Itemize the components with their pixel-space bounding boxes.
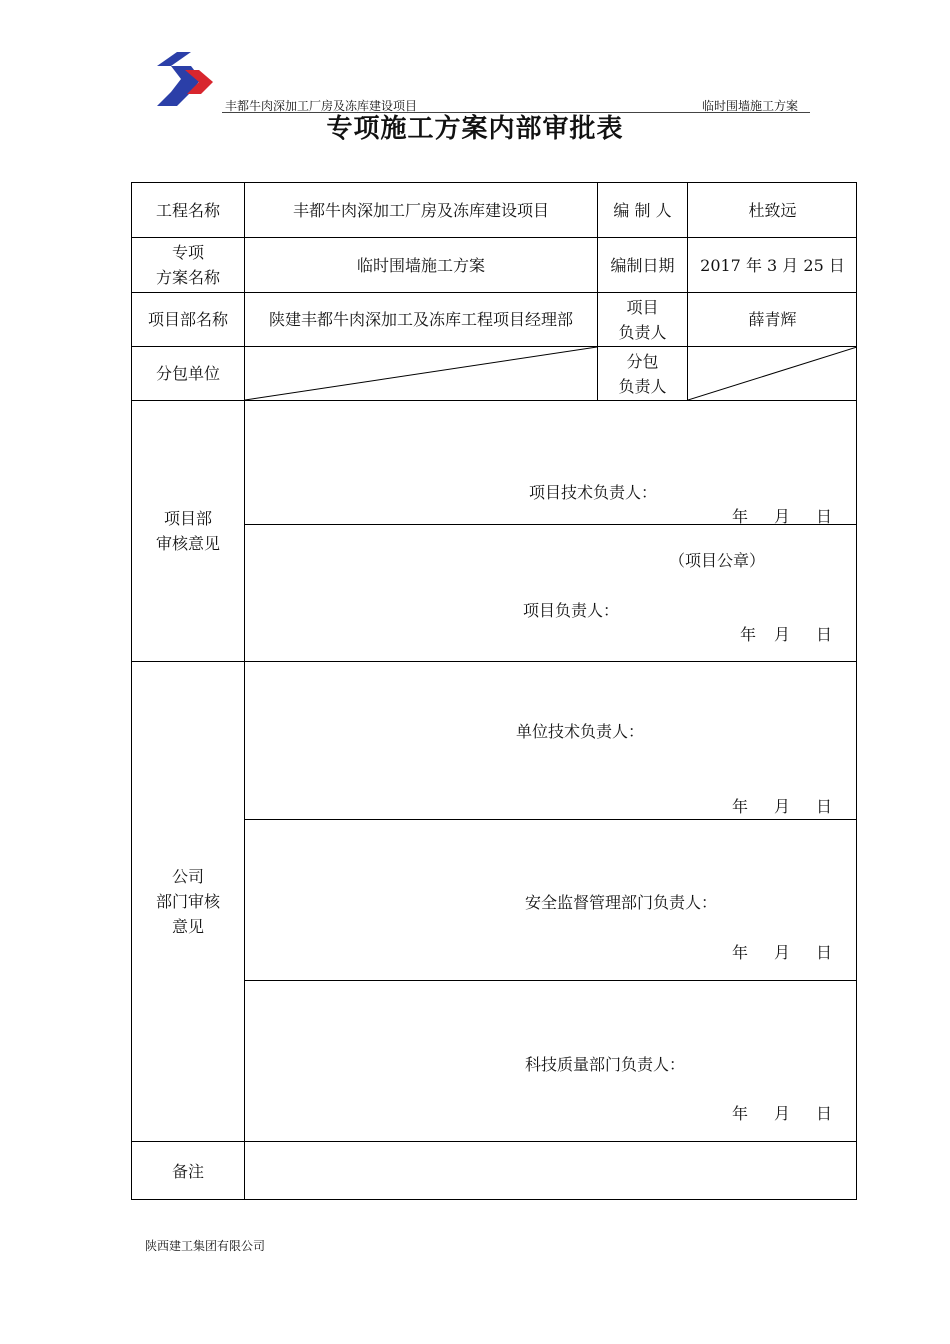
compile-date-value-text: 2017 年 3 月 25 日 <box>700 255 845 275</box>
plan-name-label <box>132 238 244 292</box>
compiler-value <box>688 183 857 238</box>
dept-review-label-line1: 项目部 <box>163 509 212 528</box>
footer-company-name: 陕西建工集团有限公司 <box>145 1239 266 1253</box>
date-year: 年 <box>732 1104 749 1123</box>
plan-name-label-line2: 方案名称 <box>155 268 220 287</box>
company-review-label-line3: 意见 <box>171 917 204 936</box>
plan-name-label-line1: 专项 <box>171 243 204 262</box>
unit-tech-leader-signature: 单位技术负责人： <box>516 722 645 741</box>
sub-leader-label <box>598 347 687 400</box>
project-name-value-text: 丰都牛肉深加工厂房及冻库建设项目 <box>292 201 549 220</box>
project-leader-value-text: 薛青辉 <box>748 310 797 329</box>
project-seal-note: （项目公章） <box>669 551 766 570</box>
project-leader-label-line2: 负责人 <box>618 322 667 342</box>
project-name-label-text: 工程名称 <box>155 201 220 220</box>
sub-leader-empty-slash <box>688 347 857 400</box>
sub-row-divider <box>244 819 857 820</box>
remarks-value[interactable] <box>245 1142 857 1200</box>
header-project-name: 丰都牛肉深加工厂房及冻库建设项目 <box>225 99 418 113</box>
page-title: 专项施工方案内部审批表 <box>326 114 624 144</box>
project-tech-leader-signature: 项目技术负责人： <box>529 483 658 502</box>
project-leader-value <box>688 293 857 346</box>
company-review-label-line1: 公司 <box>171 867 204 886</box>
date-month: 月 <box>774 797 791 816</box>
date-year: 年 <box>732 943 749 962</box>
date-month: 月 <box>774 625 791 644</box>
dept-name-label <box>132 293 244 346</box>
compiler-label <box>598 183 687 238</box>
date-day: 日 <box>816 1104 833 1123</box>
date-day: 日 <box>816 797 833 816</box>
plan-name-value <box>245 238 597 292</box>
date-year: 年 <box>732 507 749 526</box>
project-name-value <box>245 183 597 238</box>
remarks-label-text: 备注 <box>171 1161 204 1181</box>
quality-leader-signature: 科技质量部门负责人： <box>525 1055 686 1074</box>
header-plan-name: 临时围墙施工方案 <box>702 99 799 113</box>
compiler-value-text: 杜致远 <box>748 201 797 220</box>
subcontractor-label <box>132 347 244 400</box>
dept-name-label-text: 项目部名称 <box>147 310 228 329</box>
date-day: 日 <box>816 625 833 644</box>
subcontractor-empty-slash <box>245 347 597 400</box>
approval-form-table <box>131 182 857 1200</box>
company-review-label-line2: 部门审核 <box>155 892 220 911</box>
sub-leader-label-line1: 分包 <box>626 351 659 371</box>
compile-date-value <box>688 238 857 292</box>
project-leader-label <box>598 293 687 346</box>
compiler-label-text: 编 制 人 <box>613 201 672 220</box>
date-month: 月 <box>774 1104 791 1123</box>
date-year: 年 <box>740 625 757 644</box>
dept-name-value-text: 陕建丰都牛肉深加工及冻库工程项目经理部 <box>268 310 573 329</box>
subcontractor-label-text: 分包单位 <box>155 364 220 383</box>
remarks-label <box>132 1142 244 1200</box>
date-day: 日 <box>816 507 833 526</box>
company-review-label <box>132 662 244 1141</box>
sub-row-divider <box>244 980 857 981</box>
compile-date-label <box>598 238 687 292</box>
plan-name-value-text: 临时围墙施工方案 <box>356 255 485 275</box>
date-day: 日 <box>816 943 833 962</box>
date-year: 年 <box>732 797 749 816</box>
company-logo-icon <box>155 52 215 106</box>
safety-leader-signature: 安全监督管理部门负责人： <box>525 893 718 912</box>
dept-name-value <box>245 293 597 346</box>
sub-row-divider <box>244 524 857 525</box>
project-leader-signature: 项目负责人： <box>523 601 620 620</box>
dept-review-label-line2: 审核意见 <box>155 534 220 553</box>
compile-date-label-text: 编制日期 <box>610 255 675 275</box>
project-name-label <box>132 183 244 238</box>
date-month: 月 <box>774 943 791 962</box>
dept-review-label <box>132 401 244 661</box>
date-month: 月 <box>774 507 791 526</box>
project-leader-label-line1: 项目 <box>626 297 659 317</box>
sub-leader-label-line2: 负责人 <box>618 376 667 396</box>
